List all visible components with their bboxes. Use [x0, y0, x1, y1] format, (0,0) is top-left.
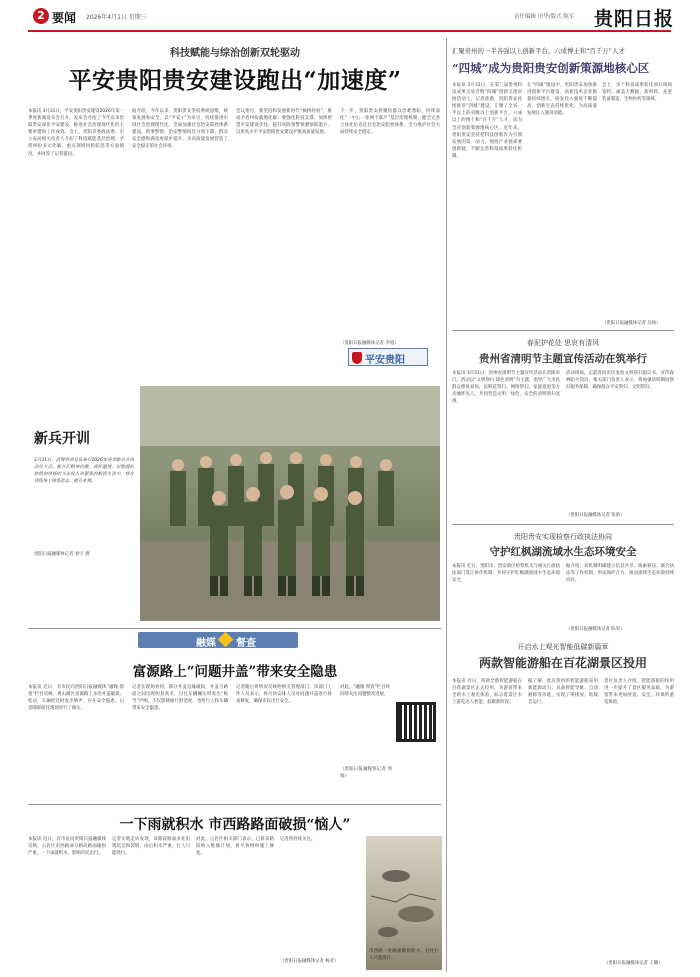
rongmei-banner-right: 督查 — [236, 638, 256, 649]
recruit-title: 新兵开训 — [34, 431, 90, 447]
innovation-col-3: 会上，多个科技成果转化项目现场签约，涵盖大数据、新材料、先进装备制造、生物医药等领域。 — [602, 83, 672, 103]
lead-kicker: 科技赋能与综治创新双轮驱动 — [170, 48, 300, 59]
lead-col-2: 据介绍，今年以来，贵阳贵安坚持系统思维，统筹发展和安全，以“平安+”为牵引，持续推进市域社会治理现代化，全面加强社会治安防控体系建设，刑事警情、治安警情同比分别下降，群众安全感和满意度稳步提升，为高质量发展营造了安全稳定的社会环境。 — [132, 109, 228, 150]
lake-headline: 守护红枫湖流域水生态环境安全 — [489, 546, 637, 558]
supervise-byline: （贵阳日报融媒体记者 周娟） — [340, 767, 392, 780]
supervise-headline: 富源路上“问题井盖”带来安全隐患 — [132, 664, 338, 680]
park-col-1: 本报讯 近日，两款全新智能游船在百花湖景区正式投用，为游客带来全新水上观光体验，标志着景区水上游览迈入智能、低碳新阶段。 — [452, 679, 522, 706]
lead-byline: （贵阳日报融媒体记者 李旭） — [340, 341, 399, 346]
park-col-3: 景区负责人介绍，智能游船的投用进一步提升了景区服务品质，为游客带来更加舒适、安全、环保的游览体验。 — [604, 679, 674, 706]
recruit-caption: 3月31日，武警贵州总队举行2026年春季新兵开训动员大会。新兵们精神抖擞，满怀激情，以饱满的热情和昂扬的斗志投入到紧张的新训生活中，将在训练场上锤炼意志、提升本领。 — [34, 458, 134, 485]
water-col-1: 本报讯 近日，有市民向贵阳日报融媒体反映，云岩区市西路部分路段路面破损严重，一下雨就积水，影响市民出行。 — [28, 837, 106, 857]
innovation-col-1: 本报讯 3月31日，在第三届贵州科技成果交易会暨“四城”创新交流对接活动上，记者获悉，贵阳贵安持续推进“四城”建设，汇聚了全省一半以上的省级以上创新平台、六成以上的博士和“百千万”人才，成为全省创新策源地核心区。近年来，贵阳贵安坚持把科技创新作为引领发展的第一动力，围绕产业链部署创新链，不断完善科技成果转化机制。 — [452, 83, 522, 159]
qingming-headline: 贵州省清明节主题宣传活动在筑举行 — [479, 353, 647, 365]
pingan-logo-text: 平安贵阳 — [365, 355, 405, 366]
divider-left-2 — [28, 804, 442, 805]
pingan-guiyang-logo — [348, 348, 428, 366]
issue-date: 2026年4月1日 星期三 — [86, 14, 147, 21]
road-photo-caption: 市西路一处路面破损积水，过往行人只能绕行。 — [369, 949, 439, 962]
water-col-4: 记者将持续关注。 — [280, 837, 316, 842]
divider-right-2 — [452, 524, 674, 525]
lead-col-4: 下一步，贵阳贵安将聚焦群众急难愁盼，持续深化“一中心一张网十联户”基层治理机制，健全完善立体化信息化社会治安防控体系，全力维护社会大局持续安全稳定。 — [340, 109, 440, 136]
supervise-col-1: 本报讯 近日，有市民向贵阳日报融媒体“融媒·督查”栏目反映，观山湖区富源路上多处井盖破损、松动，车辆经过时发出响声，存在安全隐患。记者随即前往现场进行了核实。 — [28, 685, 124, 712]
editors-line: 责任编辑 田华/版式 陈军 — [514, 14, 575, 20]
shield-icon — [352, 352, 362, 364]
qr-code-image — [396, 702, 436, 742]
supervise-col-2: 记者在现场看到，部分井盖边缘破损，井盖与路面之间出现明显高差，过往车辆碾压时发出“哐当”声响，不仅影响通行舒适度，也给行人和车辆带来安全隐患。 — [132, 685, 228, 712]
masthead-logo: 贵阳日报 — [594, 8, 675, 30]
innovation-kicker: 汇聚贵州的一半各强以上创新平台、六成博士和“百千万”人才 — [452, 47, 625, 55]
innovation-col-2: 在“四城”建设中，贵阳贵安加快推进创新平台建设，高新技术企业数量持续增长，研发投入强度不断提高，创新生态持续优化，为高质量发展注入强劲动能。 — [527, 83, 597, 117]
qingming-col-2: 活动现场，志愿者向市民发放文明祭扫倡议书，宣传森林防火知识。相关部门负责人表示，将加强清明期间祭扫服务保障，确保群众平安祭扫、文明祭扫。 — [566, 371, 674, 391]
vertical-divider-right — [446, 38, 447, 640]
qingming-kicker: 春泥护花处 思哀有清风 — [526, 339, 600, 347]
divider-left-1 — [28, 628, 442, 629]
water-byline: （贵阳日报融媒体记者 杨青） — [280, 959, 339, 964]
lead-col-1: 本报讯 3月31日，平安贵阳贵安建设2026年第一季度新闻发布会召开。发布会介绍了今年以来贵阳贵安深化平安建设、推进社会治理现代化的主要举措和工作成效。会上，贵阳市委政法委、市公安局相关负责人介绍了科技赋能基层治理、矛盾纠纷多元化解、重点领域风险防范等方面情况，并回答了记者提问。 — [28, 109, 124, 157]
qingming-col-1: 本报讯 3月31日，贵州省清明节主题宣传活动在贵阳举行。活动以“文明祭扫 绿色清明”为主题，倡导广大市民群众移风易俗，以鲜花祭扫、网络祭扫、家庭追思等方式缅怀先人，共同营造文明、绿色、安全的清明祭扫氛围。 — [452, 371, 560, 405]
page-header — [0, 0, 700, 38]
supervise-col-3: 记者随后将情况反映给相关管理部门。该部门工作人员表示，将尽快安排人员对问题井盖进行排查修复，确保市民出行安全。 — [236, 685, 332, 705]
supervise-article — [28, 632, 442, 802]
lake-byline: （贵阳日报融媒体记者 陈军） — [566, 627, 625, 632]
lake-col-2: 据介绍，该机制明确建立信息共享、线索移送、联合执法等工作机制，形成保护合力，推动流域生态环境持续向好。 — [566, 564, 674, 584]
rongmei-banner-left: 融媒 — [196, 638, 216, 649]
lake-kicker: 贵阳贵安实现检察行政执法协同 — [514, 533, 612, 541]
vertical-divider-bottom — [446, 640, 447, 972]
recruit-photo — [140, 386, 440, 621]
lake-col-1: 本报讯 近日，贵阳市、贵安新区检察机关与相关行政执法部门签订协作机制，共同守护红枫湖流域水生态环境安全。 — [452, 564, 560, 584]
innovation-headline: “四城”成为贵阳贵安创新策源地核心区 — [452, 61, 650, 75]
lead-headline: 平安贵阳贵安建设跑出“加速度” — [68, 67, 402, 94]
recruit-credit: 贵阳日报融媒体记者 刘宇 摄 — [34, 552, 90, 557]
park-col-2: 据了解，此次投用的智能游船采用新能源动力，具备智能导航、自动避障等功能，实现了零排放、低噪音运行。 — [528, 679, 598, 706]
soldiers-illustration — [140, 386, 440, 621]
park-headline: 两款智能游船在百花湖景区投用 — [478, 656, 647, 670]
qingming-byline: （贵阳日报融媒体记者 张新） — [566, 513, 625, 518]
road-photo — [366, 836, 442, 970]
section-label: 要闻 — [52, 11, 77, 25]
innovation-byline: （贵阳日报融媒体记者 吴杨） — [602, 321, 661, 326]
water-article — [28, 806, 442, 972]
water-col-3: 对此，云岩区相关部门表示，已将该路段纳入维修计划，将尽快组织施工修复。 — [196, 837, 274, 857]
park-kicker: 开启水上观光智能低碳新篇章 — [517, 643, 609, 651]
water-headline: 一下雨就积水 市西路路面破损“恼人” — [119, 817, 351, 833]
lead-story — [28, 38, 442, 400]
supervise-col-4: 对此，“融媒·督查”栏目将持续关注问题整改进展。 — [340, 685, 390, 698]
page-number-badge: 2 — [33, 8, 49, 24]
divider-right-1 — [452, 330, 674, 331]
innovation-article — [452, 38, 674, 330]
park-byline: （贵阳日报融媒体记者 王璐） — [604, 961, 663, 966]
water-col-2: 记者实地走访发现，该路段路面多处出现坑洼和裂缝，雨后积水严重，行人只能绕行。 — [112, 837, 190, 857]
header-rule — [28, 30, 671, 32]
lead-col-3: 会议指出，要坚持和发展新时代“枫桥经验”，推动矛盾纠纷就地化解；要强化科技支撑，加快智慧平安建设步伐，提升风险预警预测预防能力，以更高水平平安贵阳贵安建设护航高质量发展。 — [236, 109, 332, 136]
lake-article — [452, 526, 674, 638]
park-article — [452, 642, 674, 972]
recruit-caption-block — [28, 400, 138, 630]
